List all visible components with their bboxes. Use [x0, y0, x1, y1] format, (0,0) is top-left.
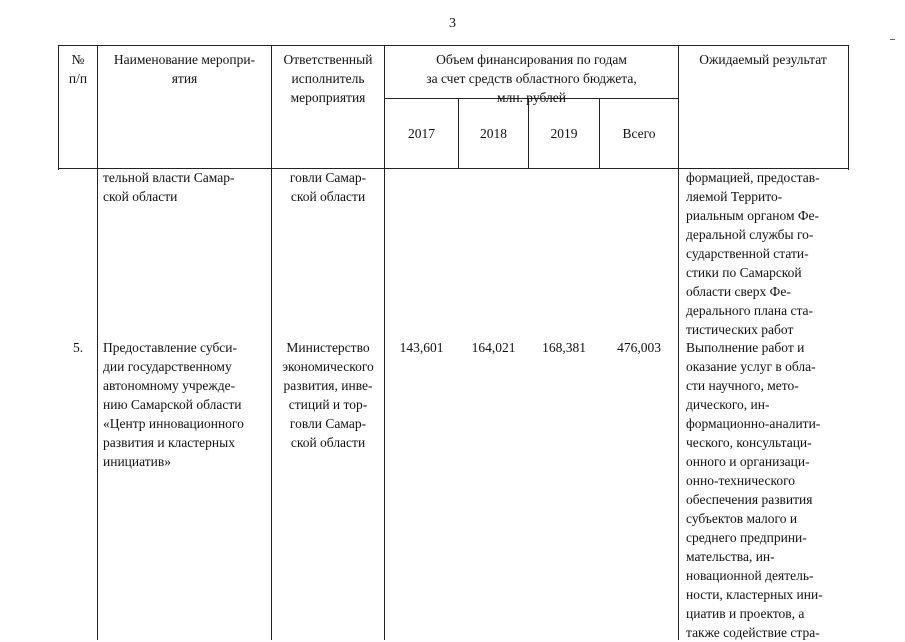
cont-row-name [103, 168, 266, 206]
header-col-funding-line3: млн. рублей [497, 90, 566, 105]
row5-result-line: ности, кластерных ини- [686, 587, 823, 602]
row5-result-line: оказание услуг в обла- [686, 359, 816, 374]
row5-exec-line: экономического [282, 359, 374, 374]
header-col-name [98, 50, 271, 88]
header-col-name-line1: Наименование меропри- [113, 52, 256, 67]
cont-row-result-line: деральной службы го- [686, 227, 814, 242]
row5-name-line: автономному учрежде- [103, 378, 236, 393]
header-col-result [679, 50, 847, 69]
row5-exec-line: стиций и тор- [288, 397, 368, 412]
row5-result-line: среднего предприни- [686, 530, 807, 545]
cont-row-result-line: ляемой Террито- [686, 189, 783, 204]
row5-result-line: дического, ин- [686, 397, 770, 412]
row5-result-line: новационной деятель- [686, 568, 814, 583]
cont-row-result-line: формацией, предостав- [686, 170, 820, 185]
row5-name-line: инициатив» [103, 454, 172, 469]
header-col-funding-line2: за счет средств областного бюджета, [426, 71, 637, 86]
row5-exec [272, 338, 384, 452]
header-col-result-line1: Ожидаемый результат [699, 52, 827, 67]
row5-result [686, 338, 840, 642]
row5-number: 5. [72, 340, 84, 355]
header-col-name-line2: ятия [171, 71, 198, 86]
row5-result-line: Выполнение работ и [686, 340, 805, 355]
row5-value-2018: 164,021 [471, 340, 516, 355]
row5-exec-line: говли Самар- [289, 416, 367, 431]
row5-result-line: формационно-аналити- [686, 416, 821, 431]
cont-row-exec [272, 168, 384, 206]
row5-name-line: дии государственному [103, 359, 232, 374]
page-number: 3 [449, 16, 456, 31]
row5-name-line: Предоставление субси- [103, 340, 238, 355]
cont-row-result-line: тистических работ [686, 322, 794, 337]
row5-exec-line: Министерство [286, 340, 370, 355]
header-col-funding [385, 50, 678, 107]
row5-result-line: обеспечения развития [686, 492, 813, 507]
row5-value-2019: 168,381 [542, 340, 586, 355]
header-col-no [58, 50, 98, 88]
row5-value-2017: 143,601 [399, 340, 444, 355]
header-col-exec-line3: мероприятия [290, 90, 366, 105]
cont-row-name-line: ской области [103, 189, 178, 204]
row5-name [103, 338, 266, 471]
row5-name-line: «Центр инновационного [103, 416, 244, 431]
cont-row-result-line: риальным органом Фе- [686, 208, 820, 223]
row5-result-line: мательства, ин- [686, 549, 775, 564]
header-year-2018: 2018 [480, 126, 507, 141]
cont-row-exec-line: говли Самар- [289, 170, 367, 185]
row5-exec-line: ской области [290, 435, 366, 450]
header-col-funding-line1: Объем финансирования по годам [436, 52, 627, 67]
margin-mark [890, 39, 895, 40]
header-col-no-line2: п/п [68, 71, 88, 86]
cont-row-result-line: области сверх Фе- [686, 284, 791, 299]
row5-result-line: циатив и проектов, а [686, 606, 805, 621]
row5-result-line: сти научного, мето- [686, 378, 799, 393]
header-col-exec-line2: исполнитель [291, 71, 365, 86]
header-col-exec [272, 50, 384, 107]
row5-name-line: нию Самарской области [103, 397, 242, 412]
header-year-2017: 2017 [408, 126, 435, 141]
header-col-exec-line1: Ответственный [283, 52, 373, 67]
cont-row-result-line: стики по Самарской [686, 265, 802, 280]
row5-result-line: ческого, консультаци- [686, 435, 812, 450]
row5-result-line: онного и организаци- [686, 454, 810, 469]
cont-row-result-line: сударственной стати- [686, 246, 809, 261]
row5-exec-line: развития, инве- [283, 378, 373, 393]
header-col-no-line1: № [71, 52, 85, 67]
row5-result-line: также содействие стра- [686, 625, 820, 640]
cont-row-result-line: дерального плана ста- [686, 303, 814, 318]
row5-name-line: развития и кластерных [103, 435, 235, 450]
col-divider-total [678, 45, 679, 640]
header-year-total: Всего [622, 126, 656, 141]
cont-row-exec-line: ской области [290, 189, 366, 204]
row5-result-line: субъектов малого и [686, 511, 798, 526]
row5-result-line: онно-технического [686, 473, 796, 488]
cont-row-name-line: тельной власти Самар- [103, 170, 235, 185]
cont-row-result [686, 168, 840, 339]
row5-value-total: 476,003 [617, 340, 661, 355]
header-year-2019: 2019 [550, 126, 578, 141]
